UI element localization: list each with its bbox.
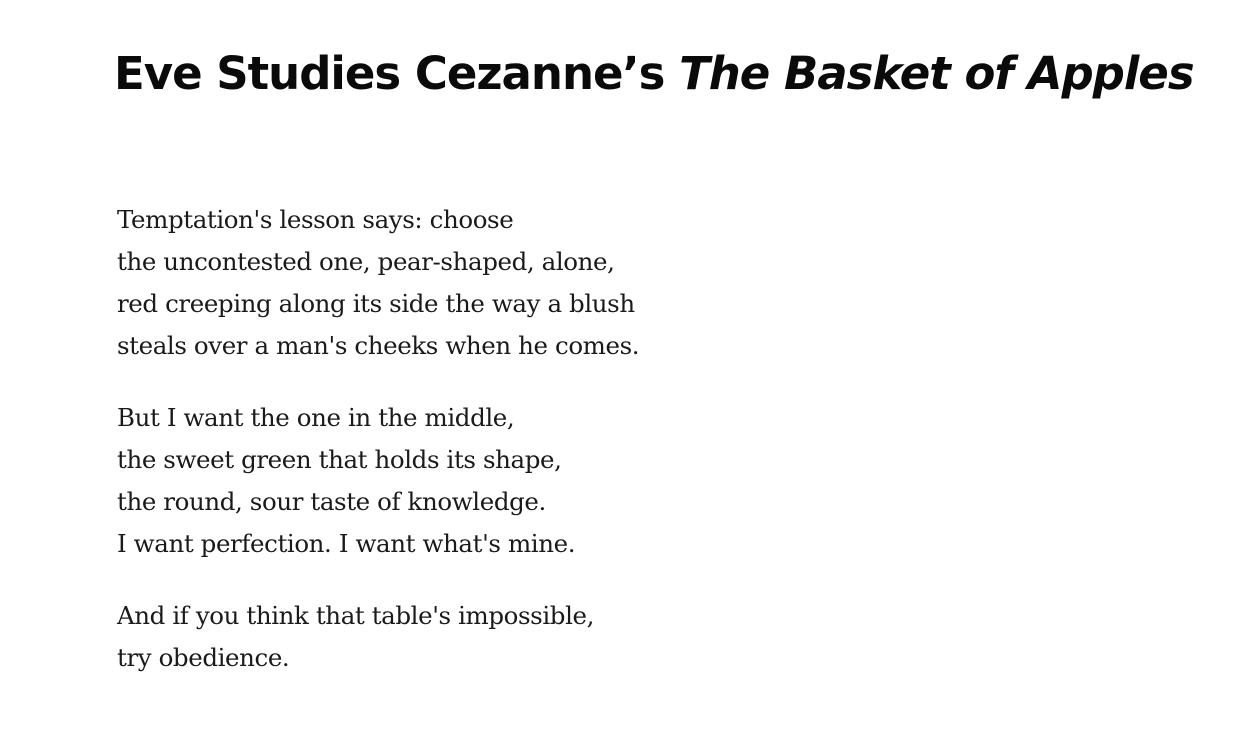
poem-line: try obedience. [117,643,290,672]
poem-line: the sweet green that holds its shape, [117,445,562,474]
poem-line: the round, sour taste of knowledge. [117,487,546,516]
poem-body [117,199,639,709]
poem-title-artwork: The Basket of Apples [679,47,1194,100]
poem-title-text: Eve Studies Cezanne’s [114,47,680,100]
poem-title [114,40,1194,108]
poem-line: And if you think that table's impossible, [117,601,594,630]
poem-line: red creeping along its side the way a blush [117,289,635,318]
poem-line: steals over a man's cheeks when he comes. [117,331,640,360]
poem-line: Temptation's lesson says: choose [117,205,514,234]
poem-line: I want perfection. I want what's mine. [117,529,576,558]
poem-line: the uncontested one, pear-shaped, alone, [117,247,615,276]
stanza-3 [117,595,639,679]
stanza-1 [117,199,639,367]
poem-line: But I want the one in the middle, [117,403,515,432]
stanza-2 [117,397,639,565]
